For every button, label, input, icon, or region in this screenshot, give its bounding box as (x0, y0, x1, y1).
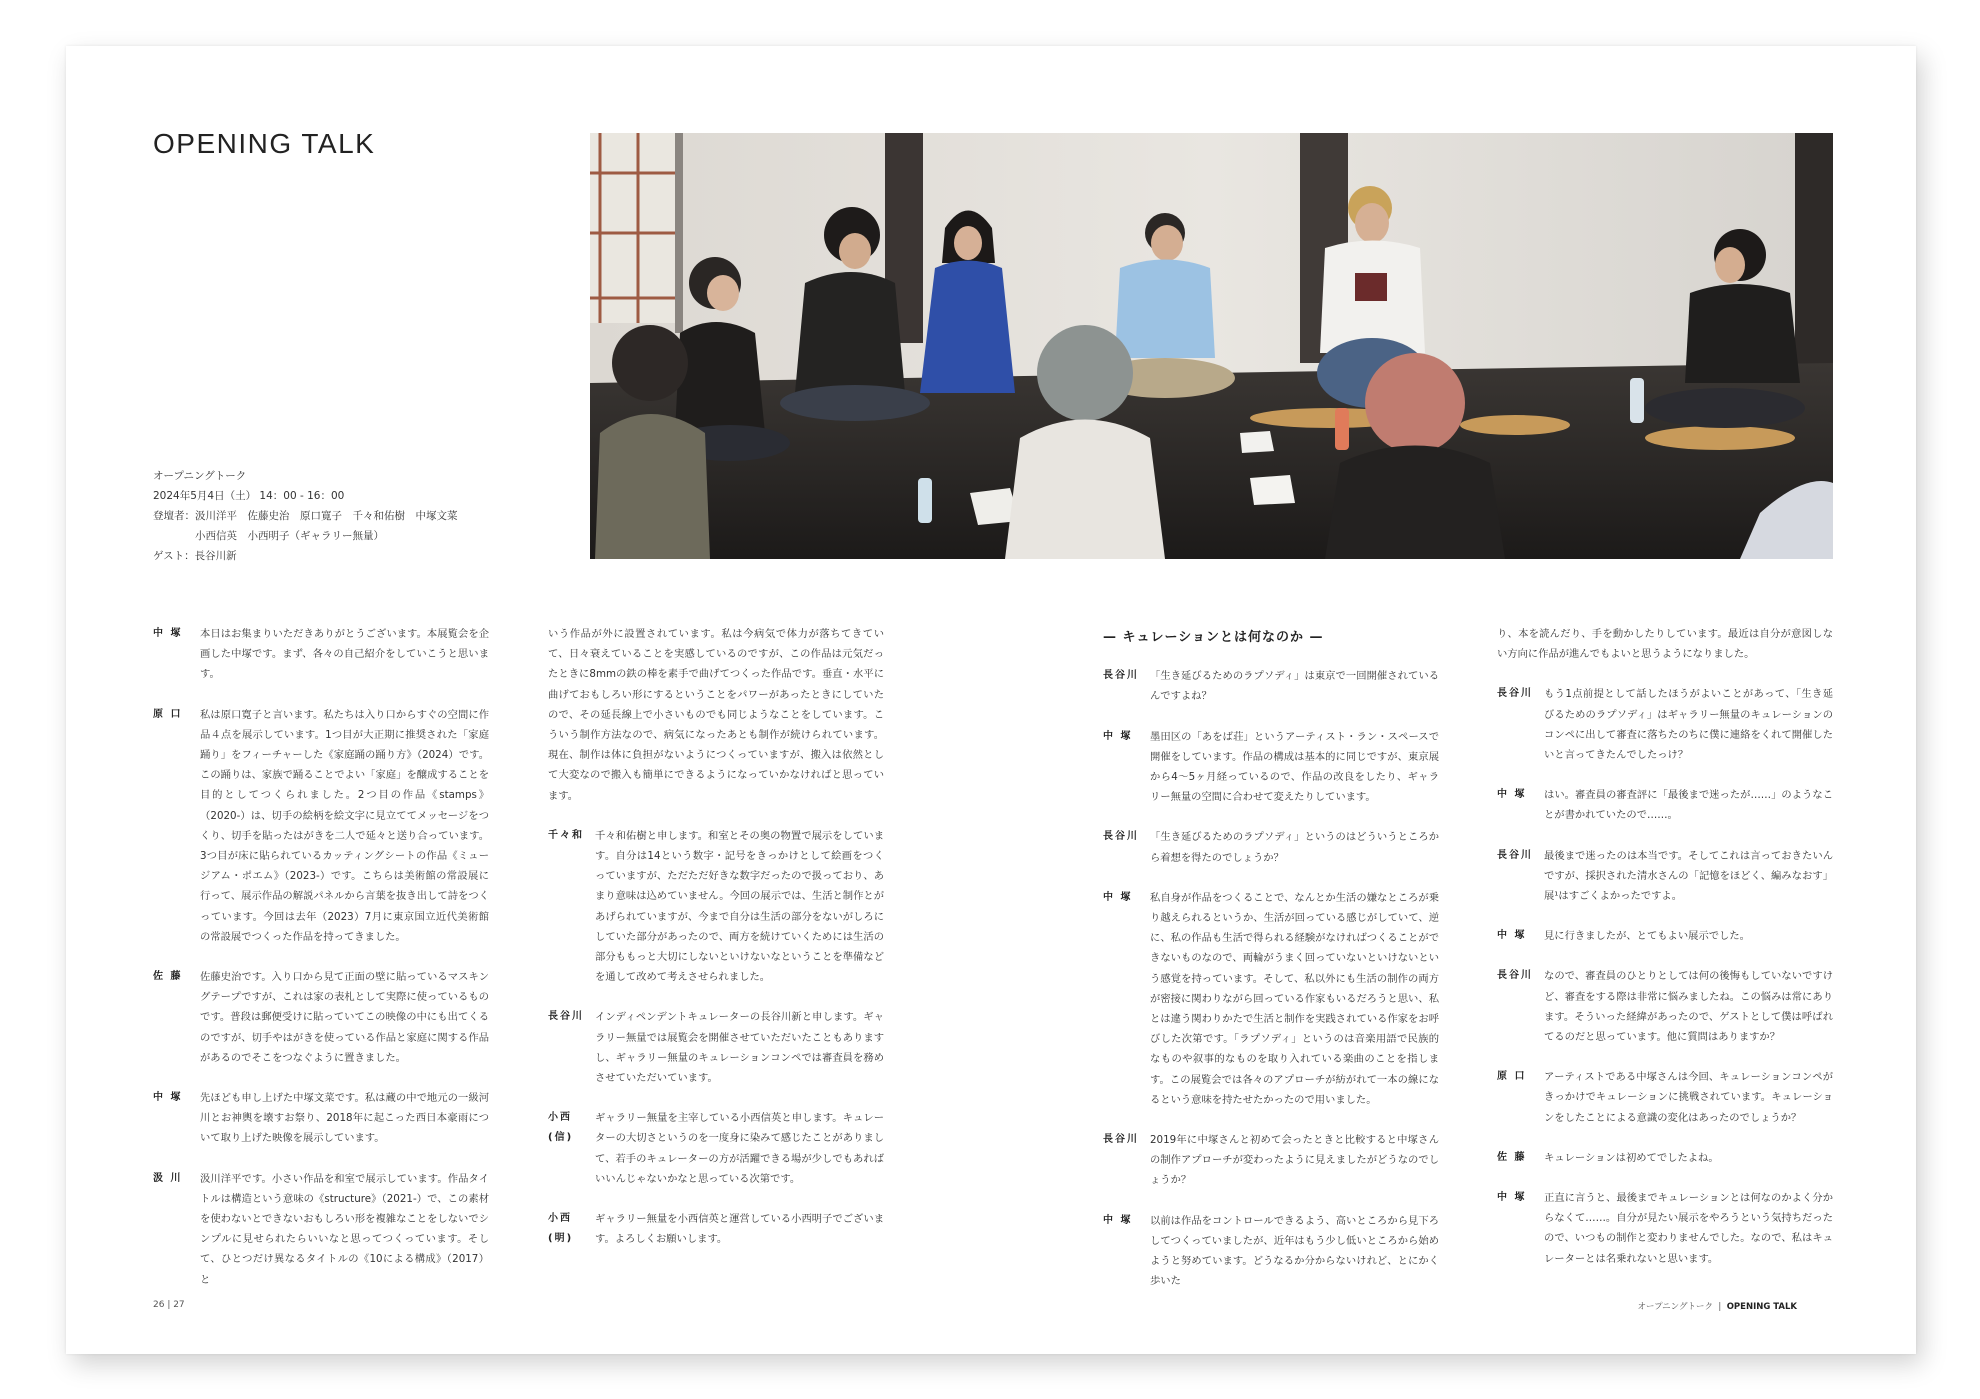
dialogue-text: もう1点前提として話したほうがよいことがあって、「生き延びるためのラプソディ」はギャラリー無量のキュレーションのコンペに出して審査に落ちたのちに僕に連絡をくれて開催したいと言ってきたんでしたっけ？ (1544, 688, 1833, 762)
dialogue-text: ギャラリー無量を主宰している小西信英と申します。キュレーターの大切さというのを一度身に染みて感じたことがありまして、若手のキュレーターの方が活躍できる場が少しでもあればいいんじゃないかなと思っている次第です。 (595, 1112, 884, 1185)
speaker-name: 中 塚 (1103, 730, 1133, 742)
text-column-4 (1497, 624, 1833, 1289)
page-numbers: 26 | 27 (153, 1300, 185, 1310)
photo-illustration (590, 133, 1833, 559)
dialogue-text: キュレーションは初めてでしたよね。 (1544, 1151, 1719, 1164)
event-info (153, 466, 513, 566)
speaker-name: 中 塚 (1497, 1192, 1527, 1204)
speaker-name: 長谷川 (548, 1011, 584, 1023)
speaker-name: 長谷川 (1103, 831, 1139, 843)
speaker-name: 長谷川 (1103, 670, 1139, 682)
footer-separator: | (1718, 1302, 1722, 1312)
dialogue-entry (548, 1007, 884, 1088)
dialogue-text: なので、審査員のひとりとしては何の後悔もしていないですけど、審査をする際は非常に悩みましたね。この悩みは常にあります。そういった経緯があったので、ゲストとして僕は呼ばれてるのだと思っています。他に質問はありますか？ (1544, 970, 1833, 1044)
dialogue-entry (153, 705, 489, 947)
speaker-name: 中 塚 (153, 628, 183, 639)
dialogue-text: 最後まで迷ったのは本当です。そしてこれは言っておきたいんですが、採択された清水さんの「記憶をほどく、編みなおす」展¹はすごくよかったですよ。 (1544, 849, 1833, 903)
dialogue-text: 先ほども申し上げた中塚文菜です。私は蔵の中で地元の一級河川とお神輿を壊すお祭り、2018年に起こった西日本豪雨について取り上げた映像を展示しています。 (200, 1092, 489, 1145)
dialogue-entry (153, 967, 489, 1068)
dialogue-entry (153, 1088, 489, 1149)
speaker-name: 中 塚 (153, 1092, 183, 1104)
speaker-name: 長谷川 (1497, 970, 1533, 982)
section-heading: — キュレーションとは何なのか — (1103, 630, 1324, 645)
dialogue-entry (1497, 846, 1833, 907)
dialogue-entry (1497, 1067, 1833, 1128)
dialogue-entry (548, 826, 884, 988)
speaker-name: 佐 藤 (153, 971, 183, 983)
dialogue-entry (1497, 966, 1833, 1047)
speaker-name: 長谷川 (1497, 849, 1533, 861)
dialogue-text: 以前は作品をコントロールできるよう、高いところから見下ろしてつくっていましたが、近年はもう少し低いところから始めようと努めています。どうなるか分からないけれど、とにかく歩いた (1150, 1214, 1439, 1288)
dialogue-text: 「生き延びるためのラプソディ」というのはどういうところから着想を得たのでしょうか？ (1150, 831, 1439, 864)
event-date: 2024年5月4日（土） 14：00 - 16：00 (153, 490, 345, 502)
continued-paragraph: いう作品が外に設置されています。私は今病気で体力が落ちてきていて、日々衰えていることを実感しているのですが、この作品は元気だったときに8mmの鉄の棒を素手で曲げてつくった作品です。垂直・水平に曲げておもしろい形にするということをパワーがあったときにしていたので、その延長線上で小さいものでも同じようなことをしています。こういう制作方法なので、病気になったあとも制作が続けられています。現在、制作は体に負担がないようにつくっていますが、搬入は依然として大変なので搬入も簡単にできるようになっていかなければと思っています。 (548, 628, 884, 802)
dialogue-entry (1103, 827, 1439, 867)
page-title: OPENING TALK (153, 128, 376, 159)
guest-row (153, 546, 513, 566)
dialogue-text: 見に行きましたが、とてもよい展示でした。 (1544, 930, 1750, 943)
speaker-name: 小西(明) (548, 1213, 574, 1245)
text-column-1 (153, 624, 489, 1310)
dialogue-text: アーティストである中塚さんは今回、キュレーションコンペがきっかけでキュレーションに挑戦されています。キュレーションをしたことによる意識の変化はあったのでしょうか？ (1544, 1071, 1833, 1124)
speakers-list-2: 小西信英 小西明子（ギャラリー無量） (195, 530, 384, 542)
dialogue-entry (1497, 684, 1833, 765)
speakers-label: 登壇者： (153, 510, 195, 522)
dialogue-entry (1497, 785, 1833, 825)
dialogue-entry (1103, 727, 1439, 808)
dialogue-text: 2019年に中塚さんと初めて会ったときと比較すると中塚さんの制作アプローチが変わったように見えましたがどうなのでしょうか？ (1150, 1134, 1439, 1187)
speaker-name: 長谷川 (1497, 688, 1533, 700)
speaker-name: 中 塚 (1497, 789, 1527, 801)
dialogue-entry (1103, 1211, 1439, 1292)
speaker-name: 汲 川 (153, 1172, 183, 1184)
running-footer (1638, 1300, 1797, 1312)
dialogue-text: インディペンデントキュレーターの長谷川新と申します。ギャラリー無量では展覧会を開催させていただいたこともありますし、ギャラリー無量のキュレーションコンペでは審査員を務めさせていただいています。 (595, 1011, 884, 1085)
text-column-2 (548, 624, 884, 1269)
dialogue-entry (1103, 1130, 1439, 1191)
dialogue-text: 本日はお集まりいただきありがとうございます。本展覧会を企画した中塚です。まず、各々の自己紹介をしていこうと思います。 (200, 628, 489, 681)
dialogue-entry (548, 1108, 884, 1189)
footer-en: OPENING TALK (1726, 1302, 1797, 1312)
dialogue-text: はい。審査員の審査評に「最後まで迷ったが……」のようなことが書かれていたので……。 (1544, 789, 1833, 822)
speakers-list-1: 汲川洋平 佐藤史治 原口寛子 千々和佑樹 中塚文菜 (195, 510, 458, 522)
dialogue-entry (1103, 888, 1439, 1110)
dialogue-entry (1497, 1148, 1833, 1168)
text-column-3 (1103, 624, 1439, 1311)
speakers-row (153, 506, 513, 546)
dialogue-entry (1103, 666, 1439, 706)
speaker-name: 原 口 (153, 708, 183, 720)
footer-jp: オープニングトーク (1637, 1302, 1713, 1312)
continued-paragraph: り、本を読んだり、手を動かしたりしています。最近は自分が意図しない方向に作品が進んでもよいと思うようになりました。 (1497, 628, 1833, 661)
guest-label: ゲスト： (153, 550, 195, 562)
speaker-name: 佐 藤 (1497, 1151, 1527, 1163)
speaker-name: 小西(信) (548, 1112, 574, 1144)
dialogue-entry (153, 1169, 489, 1290)
dialogue-text: 墨田区の「あをば荘」というアーティスト・ラン・スペースで開催をしています。作品の構成は基本的に同じですが、東京展から4〜5ヶ月経っているので、作品の改良をしたり、ギャラリー無量の空間に合わせて変えたりしています。 (1150, 730, 1439, 804)
dialogue-text: 正直に言うと、最後までキュレーションとは何なのかよく分からなくて……。自分が見たい展示をやろうという気持ちだったので、いつもの制作と変わりませんでした。なので、私はキュレーターとは名乗れないと思います。 (1544, 1192, 1833, 1265)
dialogue-entry (548, 1209, 884, 1249)
speaker-name: 長谷川 (1103, 1134, 1139, 1146)
speaker-name: 中 塚 (1497, 930, 1527, 942)
event-name: オープニングトーク (153, 470, 247, 482)
speaker-name: 中 塚 (1103, 1214, 1133, 1226)
dialogue-text: 佐藤史治です。入り口から見て正面の壁に貼っているマスキングテープですが、これは家の表札として実際に使っているものです。普段は郵便受けに貼っていてこの映像の中にも出てくるのですが、切手やはがきを使っている作品と家庭に関する作品があるのでそこをつなぐように置きました。 (200, 971, 489, 1064)
dialogue-text: 千々和佑樹と申します。和室とその奥の物置で展示をしています。自分は14という数字・記号をきっかけとして絵画をつくっていますが、ただただ好きな数字だったので扱っており、あまり意味は込めていません。今回の展示では、生活と制作とがあげられていますが、今まで自分は生活の部分をないがしろにしていた部分があったので、両方を続けていくためには生活の部分ももっと大切にしないといけないなということを準備などを通して改めて考えさせられました。 (595, 829, 884, 984)
dialogue-text: 「生き延びるためのラプソディ」は東京で一回開催されているんですよね？ (1150, 670, 1439, 703)
dialogue-text: ギャラリー無量を小西信英と運営している小西明子でございます。よろしくお願いします。 (595, 1213, 884, 1246)
dialogue-text: 私は原口寛子と言います。私たちは入り口からすぐの空間に作品４点を展示しています。1つ目が大正期に推奨された「家庭踊り」をフィーチャーした《家庭踊の踊り方》（2024）です。この踊りは、家族で踊ることでよい「家庭」を醸成することを目的としてつくられました。2つ目の作品《stamps》（2020-）は、切手の絵柄を絵文字に見立ててメッセージをつくり、切手を貼ったはがきを二人で延々と送り合っています。3つ目が床に貼られているカッティングシートの作品《ミュージアム・ポエム》（2023-）です。こちらは美術館の常設展に行って、展示作品の解説パネルから言葉を抜き出して詩をつくっています。今回は去年（2023）7月に東京国立近代美術館の常設展でつくった作品を持ってきました。 (200, 708, 489, 943)
speaker-name: 原 口 (1497, 1071, 1527, 1083)
speaker-name: 千々和 (548, 829, 584, 841)
dialogue-entry (1497, 1188, 1833, 1269)
guest-name: 長谷川新 (194, 550, 237, 562)
dialogue-text: 私自身が作品をつくることで、なんとか生活の嫌なところが乗り越えられるというか、生活が回っている感じがしていて、逆に、私の作品も生活で得られる経験がなければつくることができないものなので、両輪がうまく回っていないといけないという感覚を持っています。そして、私以外にも生活の制作の両方が密接に関わりながら回っている作家もいるだろうと思い、私とは違う関わりかたで生活と制作を実践されている作家をお呼びした次第です。「ラプソディ」というのは音楽用語で民族的なものや叙事的なものを取り入れている楽曲のことを指します。この展覧会では各々のアプローチが紡がれて一本の線になるという意味を持たせたかったので用いました。 (1150, 891, 1439, 1106)
dialogue-entry (153, 624, 489, 685)
group-photo (590, 133, 1833, 559)
dialogue-text: 汲川洋平です。小さい作品を和室で展示しています。作品タイトルは構造という意味の《structure》（2021-）で、この素材を使わないとできないおもしろい形を複雑なことをしないでシンプルに見せられたらいいなと思ってつくっています。そして、ひとつだけ異なるタイトルの《10による構成》（2017）と (200, 1172, 489, 1286)
speaker-name: 中 塚 (1103, 891, 1133, 903)
dialogue-entry (1497, 926, 1833, 946)
